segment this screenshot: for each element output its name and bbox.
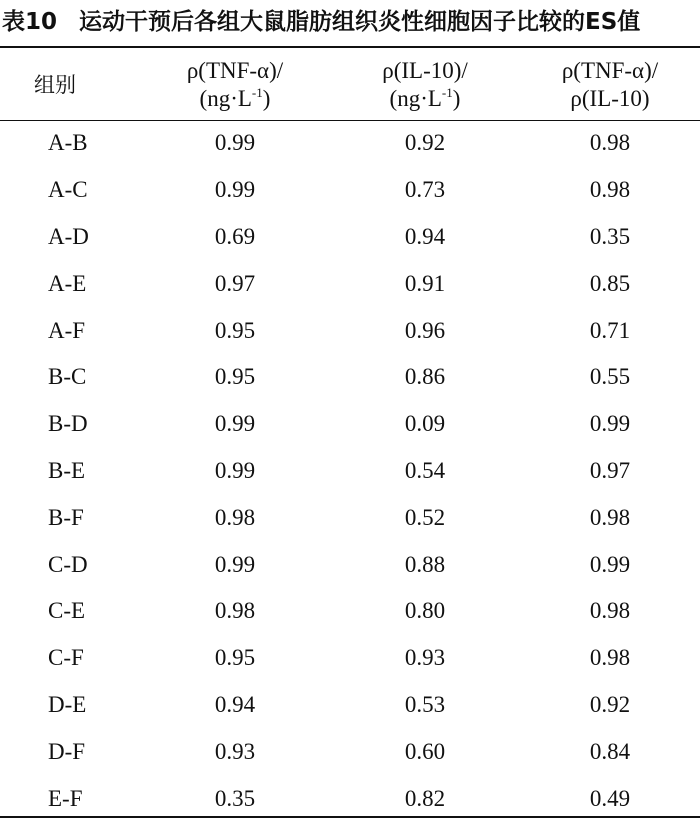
header-il10-unit-post: ): [452, 86, 461, 111]
cell-il10: 0.91: [404, 270, 446, 296]
cell-group: B-D: [48, 411, 88, 437]
header-tnf-unit-exp: -1: [251, 85, 263, 100]
cell-group: C-D: [48, 551, 88, 577]
cell-tnf: 0.69: [214, 223, 256, 249]
cell-group: A-C: [48, 177, 88, 203]
cell-tnf: 0.98: [214, 598, 256, 624]
table-row: [0, 260, 700, 307]
header-row: [0, 50, 700, 120]
header-il10: [330, 50, 520, 120]
header-tnf-unit-post: ): [262, 86, 271, 111]
cell-il10: 0.53: [404, 691, 446, 717]
table-title: 运动干预后各组大鼠脂肪组织炎性细胞因子比较的ES值: [79, 9, 641, 35]
cell-tnf: 0.35: [214, 785, 256, 811]
table-row: [0, 354, 700, 401]
cell-ratio: 0.35: [589, 223, 631, 249]
cell-group: D-E: [48, 691, 87, 717]
header-ratio-line1: ρ(TNF-α)/: [561, 58, 659, 83]
header-il10-line1: ρ(IL-10)/: [382, 58, 468, 83]
cell-tnf: 0.98: [214, 504, 256, 530]
table-caption: [2, 4, 698, 40]
table-row: [0, 588, 700, 635]
cell-il10: 0.73: [404, 177, 446, 203]
cell-tnf: 0.95: [214, 364, 256, 390]
table-row: [0, 214, 700, 261]
cell-tnf: 0.99: [214, 411, 256, 437]
table-number: 表10: [2, 9, 58, 35]
cell-il10: 0.54: [404, 457, 446, 483]
cell-tnf: 0.99: [214, 457, 256, 483]
cell-ratio: 0.49: [589, 785, 631, 811]
cell-group: B-C: [48, 364, 87, 390]
cell-tnf: 0.95: [214, 645, 256, 671]
table-row: [0, 448, 700, 495]
header-tnf-unit-pre: (ng·L: [199, 86, 252, 111]
header-il10-unit: [330, 85, 520, 113]
table-row: [0, 728, 700, 775]
table-header: [0, 50, 700, 120]
header-tnf: [140, 50, 330, 120]
cell-ratio: 0.55: [589, 364, 631, 390]
header-il10-unit-exp: -1: [441, 85, 453, 100]
cell-ratio: 0.98: [589, 130, 631, 156]
header-group: 组别: [34, 73, 76, 97]
header-ratio-line2: ρ(IL-10): [570, 86, 650, 111]
cell-ratio: 0.98: [589, 598, 631, 624]
table-row: [0, 635, 700, 682]
header-tnf-line1: ρ(TNF-α)/: [186, 58, 284, 83]
table-body: [0, 120, 700, 822]
cell-ratio: 0.98: [589, 177, 631, 203]
cell-il10: 0.88: [404, 551, 446, 577]
cell-il10: 0.96: [404, 317, 446, 343]
cell-il10: 0.52: [404, 504, 446, 530]
header-ratio: [520, 50, 700, 120]
table-row: [0, 120, 700, 167]
cell-il10: 0.92: [404, 130, 446, 156]
cell-group: A-B: [48, 130, 88, 156]
cell-tnf: 0.99: [214, 177, 256, 203]
header-il10-unit-pre: (ng·L: [389, 86, 442, 111]
cell-il10: 0.09: [404, 411, 446, 437]
cell-tnf: 0.93: [214, 738, 256, 764]
cell-il10: 0.94: [404, 223, 446, 249]
cell-tnf: 0.97: [214, 270, 256, 296]
es-table: [0, 50, 700, 822]
cell-group: B-F: [48, 504, 84, 530]
cell-il10: 0.60: [404, 738, 446, 764]
cell-ratio: 0.84: [589, 738, 631, 764]
cell-ratio: 0.85: [589, 270, 631, 296]
cell-tnf: 0.94: [214, 691, 256, 717]
cell-group: C-E: [48, 598, 86, 624]
cell-ratio: 0.98: [589, 645, 631, 671]
cell-group: A-F: [48, 317, 86, 343]
cell-group: A-E: [48, 270, 87, 296]
table-row: [0, 682, 700, 729]
cell-ratio: 0.97: [589, 457, 631, 483]
cell-ratio: 0.92: [589, 691, 631, 717]
cell-il10: 0.82: [404, 785, 446, 811]
cell-tnf: 0.99: [214, 130, 256, 156]
cell-ratio: 0.99: [589, 411, 631, 437]
cell-tnf: 0.99: [214, 551, 256, 577]
table-row: [0, 541, 700, 588]
table-row: [0, 401, 700, 448]
cell-il10: 0.86: [404, 364, 446, 390]
table-row: [0, 775, 700, 822]
top-rule: [0, 46, 700, 48]
table-row: [0, 307, 700, 354]
cell-il10: 0.93: [404, 645, 446, 671]
cell-group: D-F: [48, 738, 86, 764]
table-row: [0, 494, 700, 541]
cell-ratio: 0.99: [589, 551, 631, 577]
cell-group: A-D: [48, 223, 89, 249]
cell-ratio: 0.98: [589, 504, 631, 530]
table-row: [0, 167, 700, 214]
cell-tnf: 0.95: [214, 317, 256, 343]
cell-group: E-F: [48, 785, 83, 811]
cell-group: B-E: [48, 457, 86, 483]
cell-il10: 0.80: [404, 598, 446, 624]
header-tnf-unit: [140, 85, 330, 113]
cell-group: C-F: [48, 645, 84, 671]
cell-ratio: 0.71: [589, 317, 631, 343]
